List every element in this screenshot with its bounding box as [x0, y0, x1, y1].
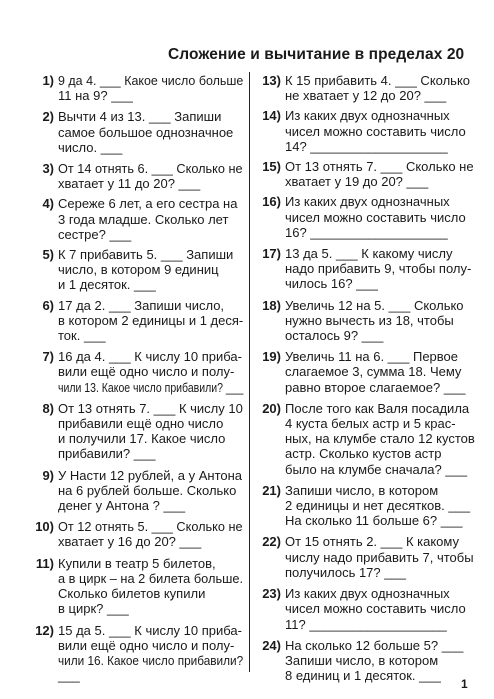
- task-line: Вычти 4 из 13. ___ Запиши: [58, 109, 222, 125]
- task-text: [255, 73, 475, 103]
- task-item: [29, 73, 244, 103]
- task-line: слагаемое 3, сумма 18. Чему: [285, 364, 462, 380]
- task-item: [255, 534, 475, 580]
- task-line: Запиши число, в котором: [285, 652, 439, 668]
- task-line: и 1 десяток. ___: [58, 277, 156, 293]
- task-text: [29, 623, 244, 684]
- task-number: 13): [262, 73, 281, 88]
- task-line: Сереже 6 лет, а его сестра на: [58, 196, 238, 212]
- task-line: сестре? ___: [58, 226, 132, 242]
- task-line: От 14 отнять 6. ___ Сколько не: [58, 161, 243, 177]
- page-number: 1: [461, 677, 468, 691]
- task-line: чисел можно составить число: [285, 601, 466, 617]
- task-line: Купили в театр 5 билетов,: [58, 555, 216, 571]
- task-line: От 13 отнять 7. ___ Сколько не: [285, 159, 474, 175]
- right-task-column: [255, 73, 475, 683]
- task-item: [29, 247, 244, 293]
- task-line: чисел можно составить число: [285, 209, 466, 225]
- task-number: 1): [42, 73, 54, 88]
- task-line: чили 16. Какое число прибавили?: [58, 652, 244, 668]
- task-line: 8 единиц и 1 десяток. ___: [285, 668, 441, 684]
- task-item: [29, 196, 244, 242]
- task-item: [29, 556, 244, 617]
- task-number: 22): [262, 534, 281, 550]
- task-item: [255, 586, 475, 632]
- task-line: надо прибавить 9, чтобы полу-: [285, 261, 472, 277]
- task-text: [255, 298, 475, 344]
- task-item: [29, 401, 244, 462]
- task-line: прибавили? ___: [58, 446, 156, 462]
- task-text: [255, 108, 475, 154]
- task-line: К 15 прибавить 4. ___ Сколько: [285, 73, 471, 88]
- task-item: [29, 623, 244, 684]
- task-number: 24): [262, 637, 281, 653]
- task-line: вили ещё одно число и полу-: [58, 637, 235, 653]
- task-line: На сколько 12 больше 5? ___: [285, 637, 464, 653]
- task-line: и получили 17. Какое число: [58, 431, 226, 447]
- task-line: не хватает у 12 до 20? ___: [285, 88, 447, 104]
- task-line: число. ___: [58, 139, 123, 155]
- task-item: [29, 468, 244, 514]
- task-line: а в цирк – на 2 билета больше.: [58, 570, 244, 586]
- task-number: 2): [42, 109, 54, 125]
- task-line: числу надо прибавить 7, чтобы: [285, 549, 474, 565]
- task-line: Из каких двух однозначных: [285, 194, 450, 210]
- task-item: [29, 349, 244, 395]
- task-line: От 13 отнять 7. ___ К числу 10: [58, 400, 243, 416]
- task-line: прибавили ещё одно число: [58, 416, 224, 432]
- task-number: 15): [262, 159, 281, 175]
- task-line: было на клумбе сначала? ___: [285, 461, 468, 477]
- task-line: 16 да 4. ___ К числу 10 приба-: [58, 349, 242, 365]
- task-text: [255, 349, 475, 395]
- task-item: [255, 108, 475, 154]
- task-line: нужно вычесть из 18, чтобы: [285, 312, 454, 328]
- task-line: 16? ___________________: [285, 224, 448, 240]
- task-item: [255, 401, 475, 477]
- task-text: [255, 534, 475, 580]
- task-line: У Насти 12 рублей, а у Антона: [58, 467, 243, 483]
- task-text: [255, 159, 475, 189]
- task-item: [29, 519, 244, 549]
- task-number: 20): [262, 400, 281, 416]
- task-text: [29, 349, 244, 395]
- page-title: Сложение и вычитание в пределах 20: [168, 46, 465, 63]
- task-text: [255, 586, 475, 632]
- task-line: На сколько 11 больше 6? ___: [285, 513, 463, 529]
- task-number: 10): [35, 519, 54, 535]
- task-line: 9 да 4. ___ Какое число больше: [58, 73, 244, 88]
- task-line: в цирк? ___: [58, 601, 129, 617]
- task-line: 2 единицы и нет десятков. ___: [285, 498, 471, 514]
- task-number: 17): [262, 246, 281, 262]
- task-line: 17 да 2. ___ Запиши число,: [58, 297, 225, 313]
- task-line: хватает у 16 до 20? ___: [58, 534, 202, 550]
- task-line: чили 13. Какое число прибавили? ___: [58, 379, 244, 395]
- task-line: 13 да 5. ___ К какому числу: [285, 246, 453, 262]
- task-line: Запиши число, в котором: [285, 482, 439, 498]
- task-number: 6): [42, 297, 54, 313]
- task-line: число, в котором 9 единиц: [58, 262, 219, 278]
- task-text: [255, 483, 475, 529]
- task-text: [29, 196, 244, 242]
- task-line: 3 года младше. Сколько лет: [58, 211, 229, 227]
- task-line: равно второе слагаемое? ___: [285, 379, 466, 395]
- task-number: 18): [262, 297, 281, 313]
- task-number: 4): [42, 196, 54, 212]
- task-line: Увеличь 12 на 5. ___ Сколько: [285, 297, 464, 313]
- task-line: ных, на клумбе стало 12 кустов: [285, 431, 475, 447]
- task-item: [255, 349, 475, 395]
- task-line: ___: [58, 668, 80, 684]
- task-text: [255, 246, 475, 292]
- task-line: 4 куста белых астр и 5 крас-: [285, 416, 456, 432]
- task-line: хватает у 11 до 20? ___: [58, 176, 201, 192]
- task-item: [29, 161, 244, 191]
- task-line: чисел можно составить число: [285, 123, 466, 139]
- task-number: 12): [35, 622, 54, 638]
- task-line: осталось 9? ___: [285, 328, 384, 344]
- task-number: 16): [262, 194, 281, 210]
- task-text: [29, 109, 244, 155]
- task-item: [255, 73, 475, 103]
- task-line: Увеличь 11 на 6. ___ Первое: [285, 349, 458, 365]
- task-line: Из каких двух однозначных: [285, 586, 450, 602]
- task-text: [255, 194, 475, 240]
- task-text: [255, 401, 475, 477]
- task-number: 5): [42, 247, 54, 263]
- task-text: [29, 519, 244, 549]
- task-line: ток. ___: [58, 328, 106, 344]
- task-line: хватает у 19 до 20? ___: [285, 174, 429, 190]
- task-number: 11): [35, 555, 54, 571]
- task-line: Сколько билетов купили: [58, 586, 206, 602]
- task-text: [255, 638, 475, 684]
- task-item: [255, 246, 475, 292]
- task-item: [255, 638, 475, 684]
- task-line: астр. Сколько кустов астр: [285, 446, 442, 462]
- task-line: После того как Валя посадила: [285, 400, 470, 416]
- task-item: [29, 109, 244, 155]
- left-task-column: [29, 73, 244, 683]
- task-line: Из каких двух однозначных: [285, 108, 450, 124]
- task-item: [255, 298, 475, 344]
- task-number: 19): [262, 349, 281, 365]
- task-line: 11 на 9? ___: [58, 88, 133, 104]
- task-line: От 15 отнять 2. ___ К какому: [285, 534, 459, 550]
- task-line: на 6 рублей больше. Сколько: [58, 482, 237, 498]
- task-number: 14): [262, 108, 281, 124]
- task-line: в котором 2 единицы и 1 деся-: [58, 312, 244, 328]
- column-divider: [249, 72, 250, 672]
- task-line: самое большое однозначное: [58, 124, 234, 140]
- task-line: денег у Антона ? ___: [58, 498, 186, 514]
- task-item: [255, 194, 475, 240]
- task-text: [29, 161, 244, 191]
- task-text: [29, 468, 244, 514]
- task-line: От 12 отнять 5. ___ Сколько не: [58, 519, 243, 535]
- task-text: [29, 298, 244, 344]
- task-line: К 7 прибавить 5. ___ Запиши: [58, 247, 234, 263]
- task-line: 15 да 5. ___ К числу 10 приба-: [58, 622, 242, 638]
- task-number: 23): [262, 586, 281, 602]
- task-line: получилось 17? ___: [285, 564, 406, 580]
- task-line: вили ещё одно число и полу-: [58, 364, 235, 380]
- task-text: [29, 401, 244, 462]
- task-item: [29, 298, 244, 344]
- task-number: 3): [42, 161, 54, 177]
- task-line: чилось 16? ___: [285, 276, 378, 292]
- task-number: 21): [262, 482, 281, 498]
- task-number: 9): [42, 467, 54, 483]
- task-item: [255, 159, 475, 189]
- task-text: [29, 73, 244, 103]
- task-line: 11? ___________________: [285, 616, 447, 632]
- task-number: 7): [42, 349, 54, 365]
- task-text: [29, 247, 244, 293]
- task-line: 14? ___________________: [285, 138, 448, 154]
- task-text: [29, 556, 244, 617]
- task-item: [255, 483, 475, 529]
- task-number: 8): [42, 400, 54, 416]
